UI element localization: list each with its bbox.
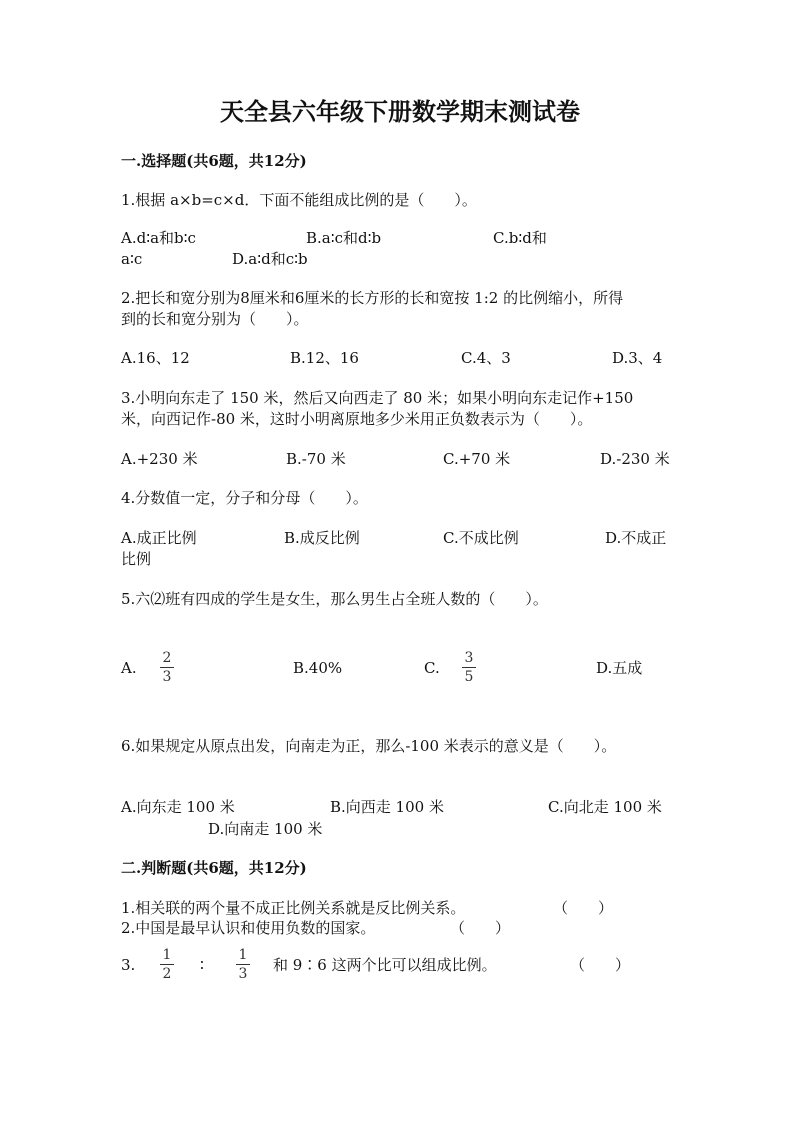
q5-option-c: C.	[424, 659, 440, 677]
fraction-bar	[160, 667, 174, 668]
fraction-denominator: 3	[162, 669, 172, 685]
q2-option-b: B.12、16	[290, 349, 359, 367]
q4-option-b: B.成反比例	[284, 529, 360, 547]
q5-option-d: D.五成	[596, 659, 643, 677]
q3-option-d: D.-230 米	[600, 450, 670, 468]
q5-option-c-fraction	[462, 650, 476, 685]
q3-option-a: A.+230 米	[121, 450, 198, 468]
q1-option-c: C.b∶d和	[493, 229, 547, 247]
judge-item-2: 2.中国是最早认识和使用负数的国家。	[121, 919, 376, 937]
q3-option-c: C.+70 米	[443, 450, 511, 468]
q4-stem: 4.分数值一定，分子和分母（ ）。	[121, 489, 368, 507]
fraction-denominator: 2	[162, 966, 172, 982]
judge-item-1-blank: （ ）	[553, 899, 614, 917]
q2-stem-line2: 到的长和宽分别为（ ）。	[121, 310, 309, 328]
q2-option-c: C.4、3	[461, 349, 511, 367]
q2-option-d: D.3、4	[612, 349, 663, 367]
judge-item-3-colon: ∶	[200, 956, 204, 974]
fraction-denominator: 5	[464, 669, 474, 685]
q5-option-a: A.	[121, 659, 137, 677]
q6-option-c: C.向北走 100 米	[548, 798, 662, 816]
q6-option-d: D.向南走 100 米	[208, 820, 323, 838]
q4-option-c: C.不成比例	[443, 529, 519, 547]
fraction-numerator: 2	[162, 650, 172, 666]
q2-option-a: A.16、12	[121, 349, 190, 367]
fraction-numerator: 1	[162, 947, 172, 963]
judge-item-3-text: 和 9∶6 这两个比可以组成比例。	[273, 956, 497, 974]
q5-option-b: B.40%	[293, 659, 343, 677]
q3-option-b: B.-70 米	[286, 450, 346, 468]
judge-item-3-fraction-2	[236, 947, 250, 982]
q2-stem-line1: 2.把长和宽分别为8厘米和6厘米的长方形的长和宽按 1:2 的比例缩小，所得	[121, 289, 624, 307]
judge-item-3-label: 3.	[121, 956, 136, 974]
q3-stem-line2: 米，向西记作-80 米，这时小明离原地多少米用正负数表示为（ ）。	[121, 410, 593, 428]
q4-option-a: A.成正比例	[121, 529, 197, 547]
judge-item-3-fraction-1	[160, 947, 174, 982]
fraction-bar	[160, 964, 174, 965]
fraction-bar	[462, 667, 476, 668]
fraction-numerator: 1	[238, 947, 248, 963]
section2-heading: 二.判断题(共6题，共12分)	[121, 859, 307, 877]
q4-option-d: D.不成正	[605, 529, 667, 547]
q1-stem: 1.根据 a×b=c×d．下面不能组成比例的是（ ）。	[121, 191, 477, 209]
fraction-numerator: 3	[464, 650, 474, 666]
q5-option-a-fraction	[160, 650, 174, 685]
q3-stem-line1: 3.小明向东走了 150 米，然后又向西走了 80 米；如果小明向东走记作+150	[121, 389, 634, 407]
q4-option-d-cont: 比例	[121, 550, 152, 568]
judge-item-1: 1.相关联的两个量不成正比例关系就是反比例关系。	[121, 899, 466, 917]
q6-option-b: B.向西走 100 米	[330, 798, 444, 816]
judge-item-2-blank: （ ）	[450, 919, 511, 937]
fraction-denominator: 3	[238, 966, 248, 982]
judge-item-3-blank: （ ）	[570, 956, 631, 974]
q6-stem: 6.如果规定从原点出发，向南走为正，那么-100 米表示的意义是（ ）。	[121, 737, 617, 755]
q1-option-c-cont: a∶c	[121, 250, 143, 268]
q1-option-a: A.d∶a和b∶c	[121, 229, 196, 247]
page-title: 天全县六年级下册数学期末测试卷	[220, 97, 580, 126]
q1-option-b: B.a∶c和d∶b	[306, 229, 382, 247]
q6-option-a: A.向东走 100 米	[121, 798, 235, 816]
section1-heading: 一.选择题(共6题，共12分)	[121, 152, 307, 170]
q1-option-d: D.a∶d和c∶b	[232, 250, 308, 268]
q5-stem: 5.六⑵班有四成的学生是女生，那么男生占全班人数的（ ）。	[121, 590, 548, 608]
fraction-bar	[236, 964, 250, 965]
